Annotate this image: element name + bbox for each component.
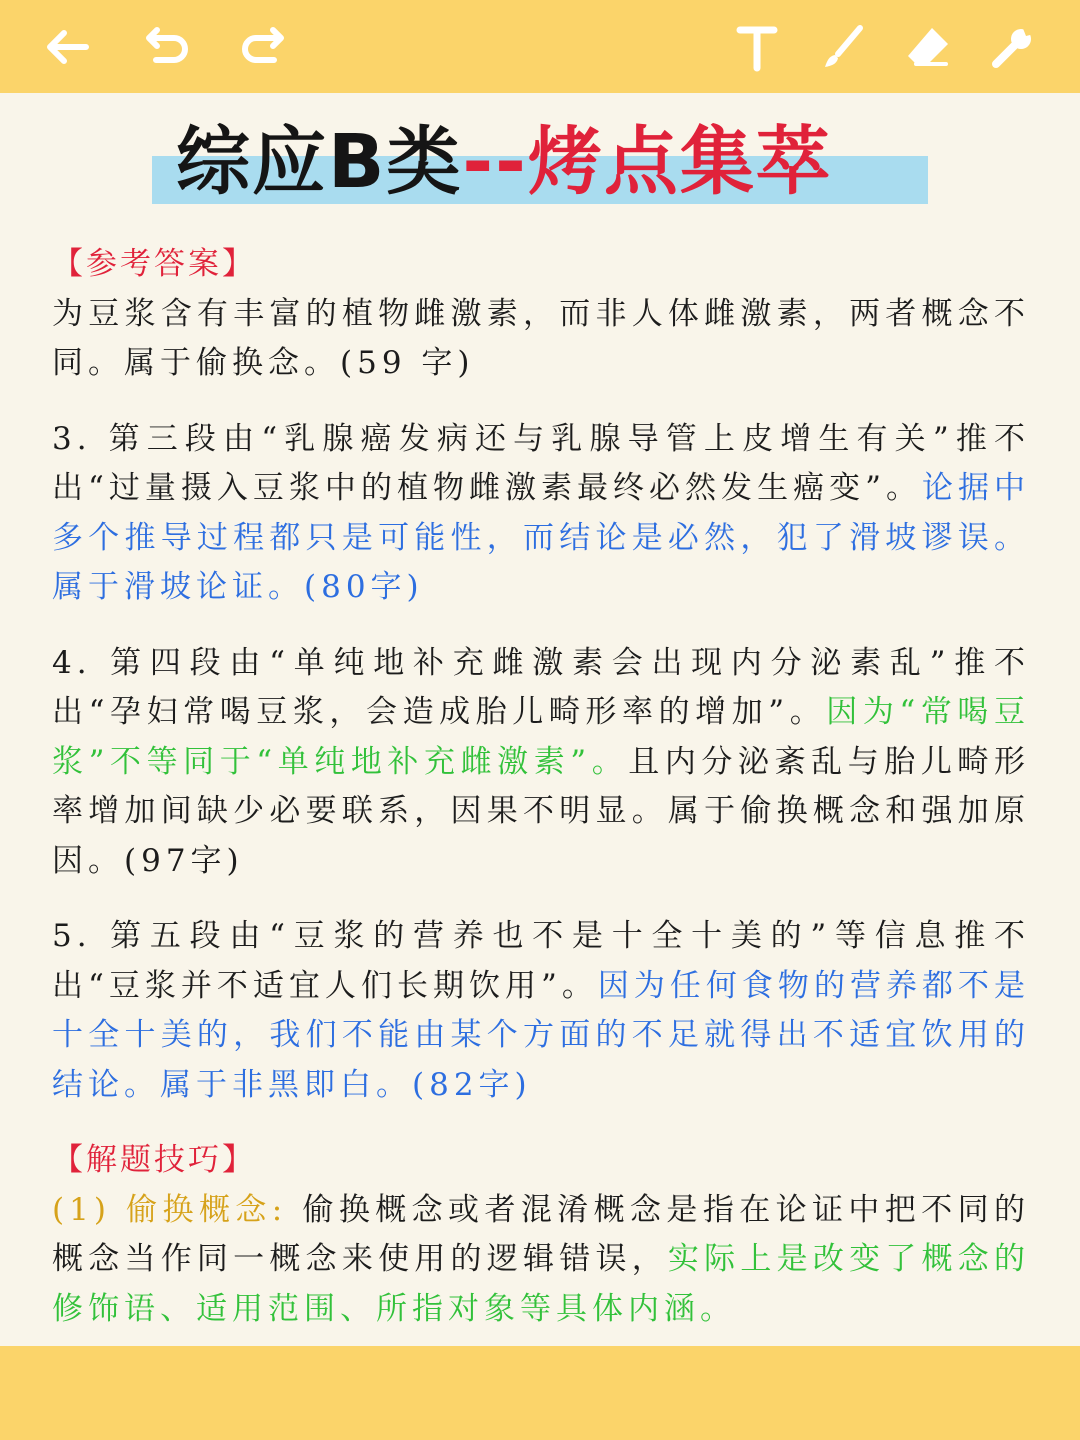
para3-premise: 3. 第三段由“乳腺癌发病还与乳腺导管上皮增生有关”推不出“过量摄入豆浆中的植物雌激素最终必然发生癌变”。 — [52, 420, 1030, 506]
undo-icon[interactable] — [142, 22, 192, 72]
answer-heading: 【参考答案】 — [52, 246, 256, 282]
answer-paragraph-4 — [52, 639, 1030, 887]
answer-paragraph-3 — [52, 415, 1030, 613]
tip1-label: (1) 偷换概念: — [52, 1191, 288, 1228]
article-body — [52, 240, 1030, 1334]
tip1-detail: 实际上是改变了概念的修饰语、适用范围、所指对象等具体内涵。 — [52, 1241, 1030, 1327]
para5-premise: 5. 第五段由“豆浆的营养也不是十全十美的”等信息推不出“豆浆并不适宜人们长期饮用”。 — [52, 918, 1030, 1004]
wrench-icon[interactable] — [988, 22, 1038, 72]
bottom-bar — [0, 1346, 1080, 1440]
title-main: 综应B类 — [176, 119, 463, 205]
page-title — [152, 112, 928, 212]
redo-icon[interactable] — [238, 22, 288, 72]
title-accent: --烤点集萃 — [462, 119, 832, 205]
tips-section — [52, 1136, 1030, 1334]
answer-paragraph-5 — [52, 912, 1030, 1110]
brush-icon[interactable] — [818, 22, 868, 72]
text-tool-icon[interactable] — [732, 22, 782, 72]
answer-paragraph-2: 为豆浆含有丰富的植物雌激素，而非人体雌激素，两者概念不同。属于偷换念。(59 字) — [52, 295, 1030, 381]
para4-analysis: 因为“常喝豆浆”不等同于“单纯地补充雌激素”。 — [52, 694, 1030, 780]
tips-heading: 【解题技巧】 — [52, 1142, 256, 1178]
top-toolbar — [0, 0, 1080, 93]
tip1-definition: 偷换概念或者混淆概念是指在论证中把不同的概念当作同一概念来使用的逻辑错误， — [52, 1191, 1030, 1277]
para4-premise: 4. 第四段由“单纯地补充雌激素会出现内分泌素乱”推不出“孕妇常喝豆浆，会造成胎儿畸形率的增加”。 — [52, 644, 1030, 730]
para3-analysis: 论据中多个推导过程都只是可能性，而结论是必然，犯了滑坡谬误。属于滑坡论证。(80字) — [52, 470, 1030, 605]
para4-conclusion: 且内分泌紊乱与胎儿畸形率增加间缺少必要联系，因果不明显。属于偷换概念和强加原因。(97字) — [52, 743, 1031, 879]
eraser-icon[interactable] — [904, 22, 954, 72]
para5-analysis: 因为任何食物的营养都不是十全十美的，我们不能由某个方面的不足就得出不适宜饮用的结论。属于非黑即白。(82字) — [52, 967, 1030, 1103]
back-arrow-icon[interactable] — [42, 22, 92, 72]
